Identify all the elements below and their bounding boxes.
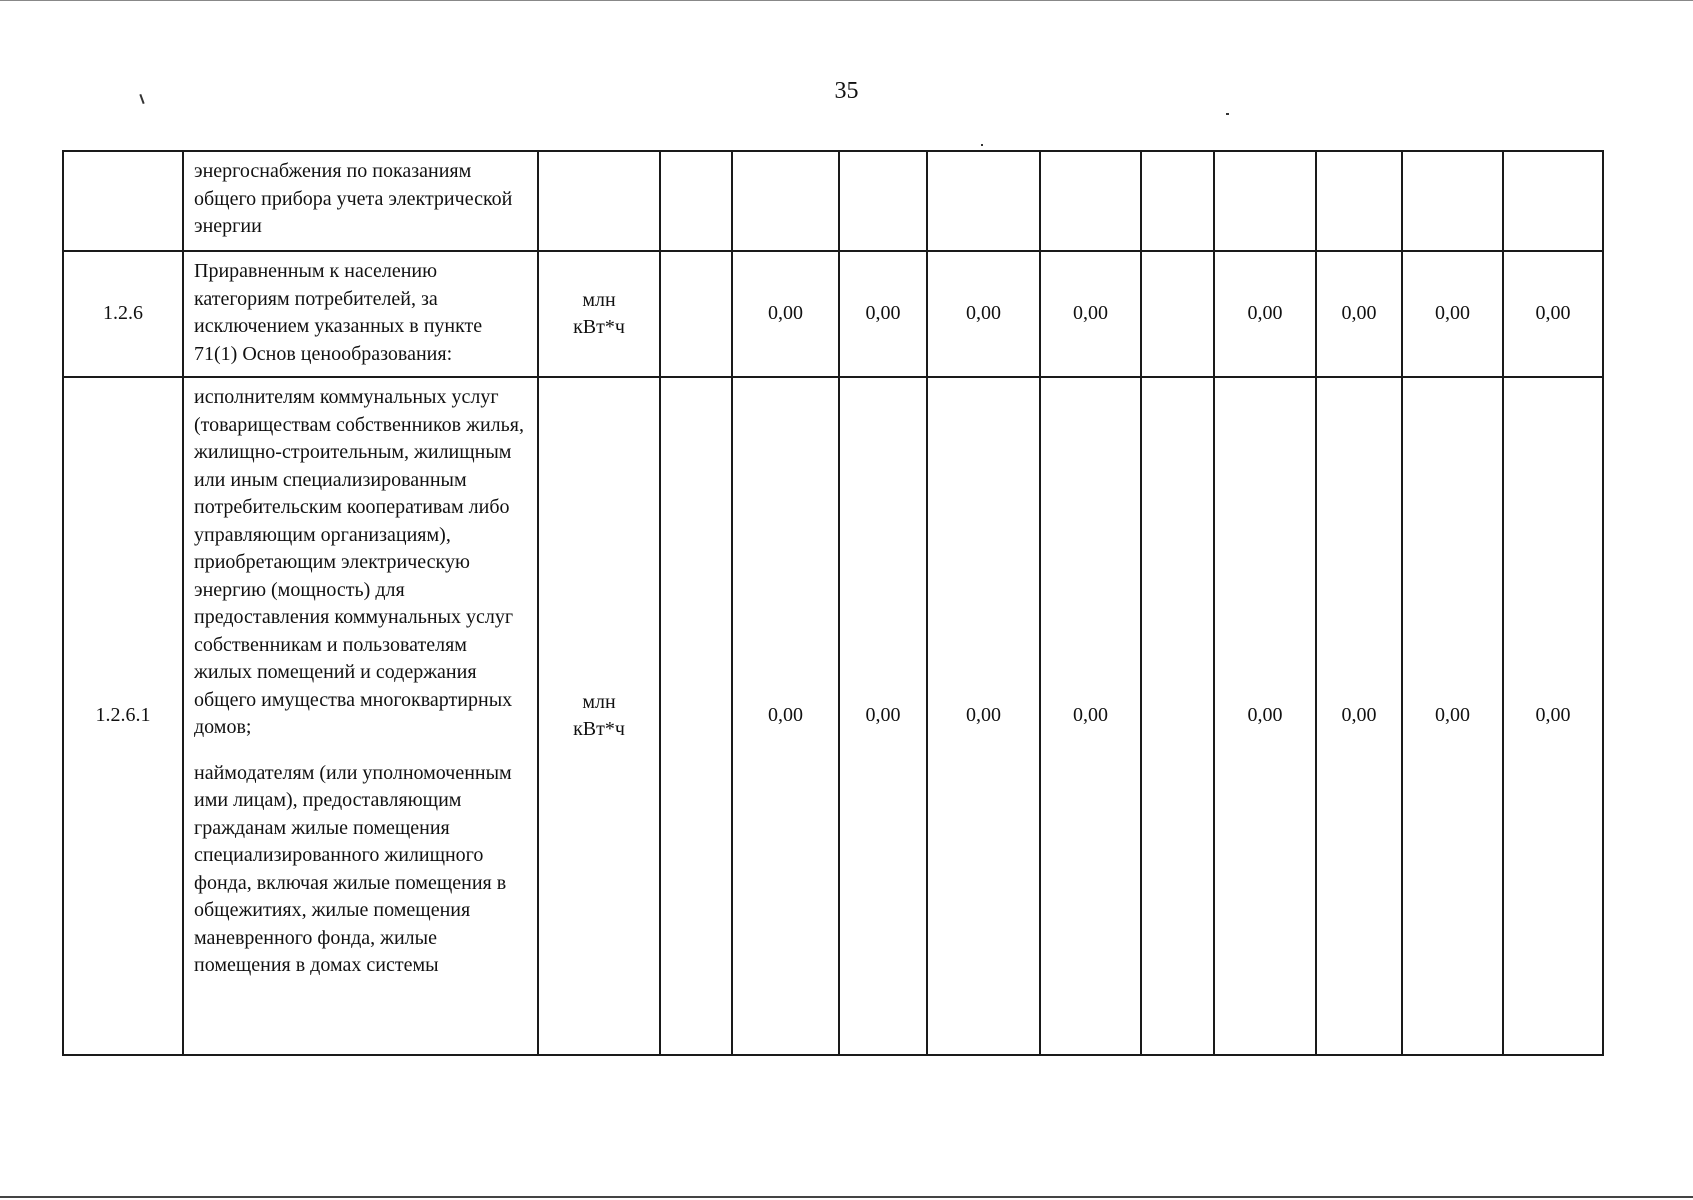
scan-top-edge bbox=[0, 0, 1693, 1]
row-unit-cell bbox=[538, 151, 660, 251]
description-paragraph: энергоснабжения по показаниям общего прибора учета электрической энергии bbox=[194, 160, 513, 237]
row-code-cell bbox=[63, 151, 183, 251]
value-cell bbox=[732, 151, 839, 251]
value-cell: 0,00 bbox=[839, 251, 927, 377]
value-cell bbox=[927, 151, 1040, 251]
value-cell bbox=[1141, 377, 1214, 1055]
value-cell: 0,00 bbox=[1402, 251, 1503, 377]
value-cell bbox=[1503, 151, 1603, 251]
row-code-cell: 1.2.6 bbox=[63, 251, 183, 377]
value-cell: 0,00 bbox=[732, 377, 839, 1055]
value-cell bbox=[1316, 151, 1402, 251]
value-cell bbox=[1141, 151, 1214, 251]
unit-line: кВт*ч bbox=[573, 718, 625, 740]
value-cell: 0,00 bbox=[1316, 377, 1402, 1055]
value-cell: 0,00 bbox=[1214, 377, 1316, 1055]
value-cell: 0,00 bbox=[1503, 251, 1603, 377]
table-row bbox=[63, 151, 1603, 251]
value-cell: 0,00 bbox=[1040, 251, 1141, 377]
value-cell: 0,00 bbox=[1040, 377, 1141, 1055]
page-number: 35 bbox=[834, 78, 859, 104]
tariff-table-container bbox=[62, 150, 1602, 1056]
value-cell bbox=[1402, 151, 1503, 251]
description-paragraph: исполнителям коммунальных услуг (товариществам собственников жилья, жилищно-строительным, жилищным или иным специализированным потребительским кооперативам либо управляющим организациям), приобретающим электрическую энергию (мощность) для предоставления коммунальных услуг собственникам и пользователям жилых помещений и содержания общего имущества многоквартирных домов; bbox=[194, 386, 524, 738]
value-cell bbox=[839, 151, 927, 251]
scan-speck bbox=[1226, 113, 1229, 115]
scan-bottom-edge bbox=[0, 1196, 1693, 1198]
row-description-cell bbox=[183, 377, 538, 1055]
row-description-cell bbox=[183, 151, 538, 251]
row-unit-cell bbox=[538, 251, 660, 377]
table-body bbox=[63, 151, 1603, 1055]
value-cell bbox=[660, 151, 732, 251]
value-cell: 0,00 bbox=[1503, 377, 1603, 1055]
value-cell: 0,00 bbox=[1316, 251, 1402, 377]
table-row bbox=[63, 377, 1603, 1055]
row-description-cell bbox=[183, 251, 538, 377]
row-code-cell: 1.2.6.1 bbox=[63, 377, 183, 1055]
value-cell: 0,00 bbox=[732, 251, 839, 377]
value-cell bbox=[1040, 151, 1141, 251]
tariff-table bbox=[62, 150, 1604, 1056]
value-cell bbox=[1141, 251, 1214, 377]
description-paragraph: наймодателям (или уполномоченным ими лицам), предоставляющим гражданам жилые помещения специализированного жилищного фонда, включая жилые помещения в общежитиях, жилые помещения маневренного фонда, жилые помещения в домах системы bbox=[194, 761, 512, 976]
scan-speck bbox=[981, 144, 983, 146]
table-row bbox=[63, 251, 1603, 377]
value-cell: 0,00 bbox=[927, 377, 1040, 1055]
value-cell bbox=[660, 251, 732, 377]
value-cell: 0,00 bbox=[1402, 377, 1503, 1055]
value-cell: 0,00 bbox=[927, 251, 1040, 377]
description-paragraph: Приравненным к населению категориям потребителей, за исключением указанных в пункте 71(1) Основ ценообразования: bbox=[194, 260, 483, 365]
value-cell: 0,00 bbox=[839, 377, 927, 1055]
value-cell bbox=[1214, 151, 1316, 251]
unit-line: кВт*ч bbox=[573, 316, 625, 338]
unit-line: млн bbox=[582, 690, 616, 713]
value-cell: 0,00 bbox=[1214, 251, 1316, 377]
value-cell bbox=[660, 377, 732, 1055]
unit-line: млн bbox=[582, 288, 616, 311]
row-unit-cell bbox=[538, 377, 660, 1055]
